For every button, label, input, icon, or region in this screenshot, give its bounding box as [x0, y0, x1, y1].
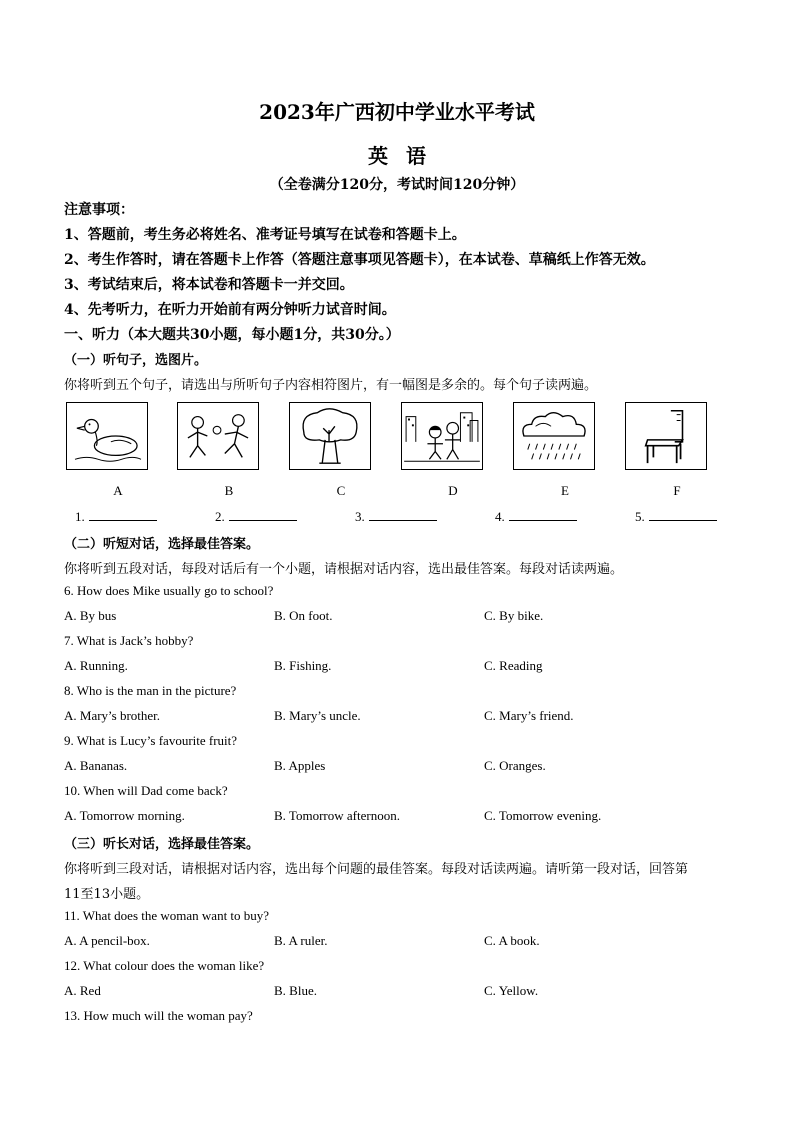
picture-d: [401, 402, 483, 470]
kids-city-icon: [402, 403, 482, 469]
picture-b: [177, 402, 259, 470]
question-text: 8. Who is the man in the picture?: [64, 683, 237, 698]
part-instruction: 你将听到五段对话，每段对话后有一个小题，请根据对话内容，选出最佳答案。每段对话读两遍。: [64, 562, 624, 577]
kids-football-icon: [178, 403, 258, 469]
answer-blank[interactable]: [635, 508, 717, 525]
option-a[interactable]: A. Bananas.: [64, 758, 128, 773]
question-text: 13. How much will the woman pay?: [64, 1008, 253, 1023]
picture-label: C: [336, 483, 346, 498]
option-a[interactable]: A. A pencil-box.: [64, 933, 150, 948]
answer-blank[interactable]: [215, 508, 297, 525]
option-a[interactable]: A. Mary’s brother.: [64, 708, 161, 723]
blank-line[interactable]: [509, 508, 577, 521]
notice-heading: 注意事项：: [64, 202, 134, 218]
answer-blank[interactable]: [75, 508, 157, 525]
question-text: 11. What does the woman want to buy?: [64, 908, 270, 923]
blank-line[interactable]: [649, 508, 717, 521]
option-b[interactable]: B. A ruler.: [274, 933, 328, 948]
notice-item: 1、答题前，考生务必将姓名、准考证号填写在试卷和答题卡上。: [64, 227, 466, 243]
part-heading: （一）听句子，选图片。: [64, 353, 208, 368]
part-heading: （二）听短对话，选择最佳答案。: [64, 537, 260, 552]
question-text: 7. What is Jack’s hobby?: [64, 633, 194, 648]
option-c[interactable]: C. Oranges.: [484, 758, 546, 773]
option-c[interactable]: C. Yellow.: [484, 983, 539, 998]
section-heading: 一、听力（本大题共30小题，每小题1分，共30分。）: [64, 327, 400, 343]
blank-line[interactable]: [369, 508, 437, 521]
chair-icon: [626, 403, 706, 469]
subject-title: 英语: [368, 144, 444, 168]
question-text: 9. What is Lucy’s favourite fruit?: [64, 733, 238, 748]
blank-number: 4.: [495, 509, 505, 524]
exam-note: （全卷满分120分，考试时间120分钟）: [269, 177, 525, 193]
option-a[interactable]: A. Running.: [64, 658, 128, 673]
option-a[interactable]: A. Red: [64, 983, 101, 998]
option-a[interactable]: A. By bus: [64, 608, 117, 623]
option-b[interactable]: B. Mary’s uncle.: [274, 708, 361, 723]
answer-blank[interactable]: [355, 508, 437, 525]
picture-f: [625, 402, 707, 470]
blank-number: 5.: [635, 509, 645, 524]
option-b[interactable]: B. On foot.: [274, 608, 333, 623]
picture-c: [289, 402, 371, 470]
option-b[interactable]: B. Blue.: [274, 983, 317, 998]
option-b[interactable]: B. Fishing.: [274, 658, 332, 673]
blank-number: 1.: [75, 509, 85, 524]
option-b[interactable]: B. Tomorrow afternoon.: [274, 808, 400, 823]
question-text: 6. How does Mike usually go to school?: [64, 583, 274, 598]
notice-item: 4、先考听力，在听力开始前有两分钟听力试音时间。: [64, 302, 396, 318]
question-text: 12. What colour does the woman like?: [64, 958, 265, 973]
part-heading: （三）听长对话，选择最佳答案。: [64, 837, 260, 852]
exam-title: 2023年广西初中学业水平考试: [259, 100, 535, 124]
picture-label: E: [561, 483, 569, 498]
notice-item: 3、考试结束后，将本试卷和答题卡一并交回。: [64, 277, 354, 293]
blank-number: 3.: [355, 509, 365, 524]
option-c[interactable]: C. By bike.: [484, 608, 544, 623]
blank-line[interactable]: [89, 508, 157, 521]
blank-number: 2.: [215, 509, 225, 524]
part-instruction: 11至13小题。: [64, 887, 150, 902]
option-b[interactable]: B. Apples: [274, 758, 326, 773]
picture-e: [513, 402, 595, 470]
notice-item: 2、考生作答时，请在答题卡上作答（答题注意事项见答题卡），在本试卷、草稿纸上作答无效。: [64, 252, 655, 268]
picture-label: F: [673, 483, 681, 498]
option-c[interactable]: C. Mary’s friend.: [484, 708, 574, 723]
question-text: 10. When will Dad come back?: [64, 783, 228, 798]
part-instruction: 你将听到五个句子，请选出与所听句子内容相符图片，有一幅图是多余的。每个句子读两遍。: [64, 378, 598, 393]
part-instruction: 你将听到三段对话，请根据对话内容，选出每个问题的最佳答案。每段对话读两遍。请听第一段对话，回答第: [64, 862, 689, 877]
option-c[interactable]: C. Reading: [484, 658, 543, 673]
picture-label: B: [224, 483, 234, 498]
duck-icon: [67, 403, 147, 469]
picture-label: A: [113, 483, 123, 498]
option-c[interactable]: C. A book.: [484, 933, 540, 948]
picture-a: [66, 402, 148, 470]
picture-label: D: [448, 483, 458, 498]
rain-cloud-icon: [514, 403, 594, 469]
answer-blank[interactable]: [495, 508, 577, 525]
option-c[interactable]: C. Tomorrow evening.: [484, 808, 602, 823]
tree-icon: [290, 403, 370, 469]
blank-line[interactable]: [229, 508, 297, 521]
option-a[interactable]: A. Tomorrow morning.: [64, 808, 185, 823]
